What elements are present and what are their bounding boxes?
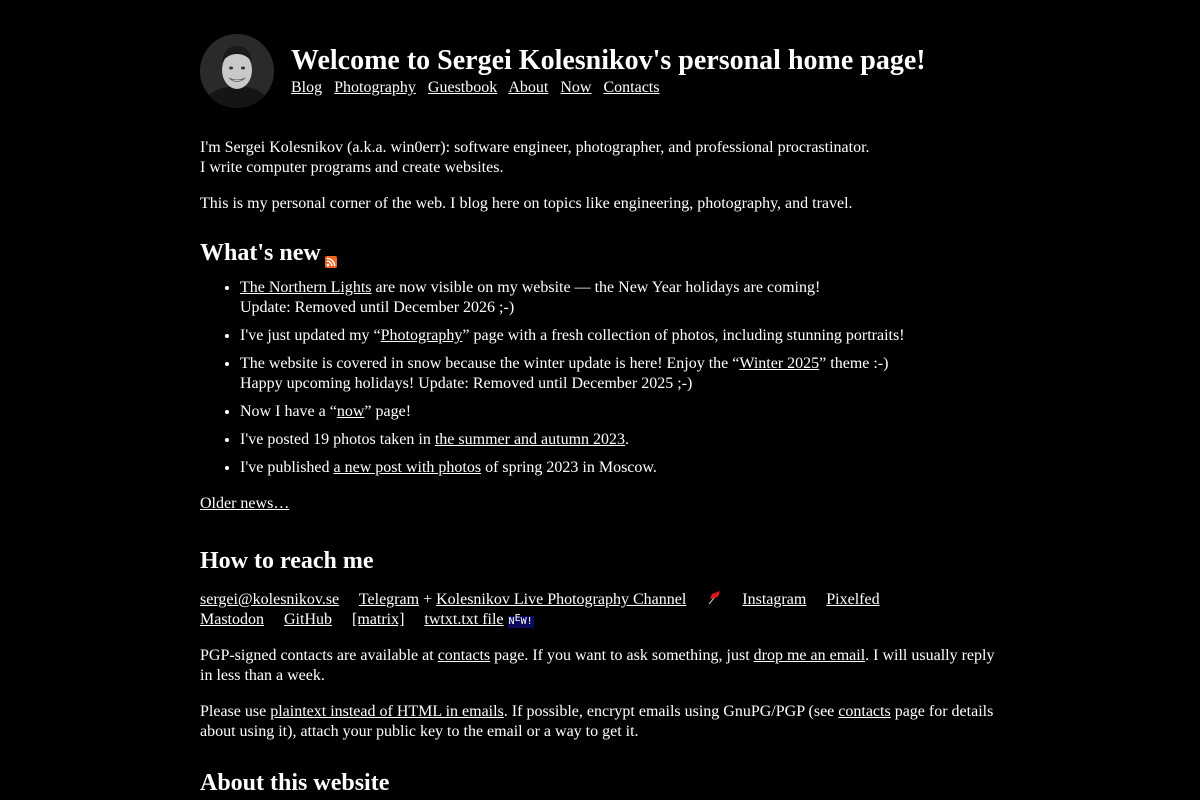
github-link[interactable]: GitHub (284, 611, 332, 628)
matrix-link[interactable]: [matrix] (352, 611, 405, 628)
intro-line-2: I write computer programs and create websites. (200, 159, 504, 176)
new-badge (508, 613, 534, 628)
nav-photography[interactable]: Photography (334, 79, 416, 96)
older-news-link[interactable]: Older news… (200, 495, 290, 512)
header (200, 34, 1000, 108)
paragraph-text: page. If you want to ask something, just (490, 647, 754, 664)
paragraph-text: . If possible, encrypt emails using GnuPG/PGP (see (503, 703, 839, 720)
news-text: of spring 2023 in Moscow. (481, 459, 657, 476)
nav-now[interactable]: Now (560, 79, 592, 96)
badge-letter: E (514, 613, 521, 624)
badge-letter: ! (526, 616, 533, 627)
list-item (240, 326, 1000, 346)
plaintext-link[interactable]: plaintext instead of HTML in emails (270, 703, 504, 720)
news-text: I've posted 19 photos taken in (240, 431, 435, 448)
news-text: I've published (240, 459, 334, 476)
news-text-update: Update: Removed until December 2026 ;-) (240, 299, 515, 316)
news-link-spring-2023[interactable]: a new post with photos (333, 459, 482, 476)
intro-paragraph (200, 138, 1000, 178)
list-item (240, 430, 1000, 450)
news-list (200, 278, 1000, 478)
intro-paragraph-2: This is my personal corner of the web. I blog here on topics like engineering, photography, and travel. (200, 195, 853, 212)
main-content (200, 138, 1000, 798)
contacts-link-2[interactable]: contacts (838, 703, 891, 720)
news-link-now[interactable]: now (336, 403, 365, 420)
instagram-link[interactable]: Instagram (742, 591, 807, 608)
older-news (200, 494, 1000, 514)
page-title: Welcome to Sergei Kolesnikov's personal home page! (291, 45, 926, 76)
telegram-link[interactable]: Telegram (358, 591, 420, 608)
red-flag-icon (706, 591, 722, 605)
news-text: I've just updated my “ (240, 327, 381, 344)
paragraph-text: . I will usually reply in less than a week. (200, 647, 995, 684)
nav-guestbook[interactable]: Guestbook (427, 79, 498, 96)
twtxt-link[interactable]: twtxt.txt file (424, 611, 504, 628)
news-link-northern-lights[interactable]: The Northern Lights (240, 279, 372, 296)
news-link-summer-autumn-2023[interactable]: the summer and autumn 2023 (434, 431, 626, 448)
news-heading (200, 238, 1000, 268)
news-text: The website is covered in snow because the winter update is here! Enjoy the “ (240, 355, 740, 372)
list-item (240, 278, 1000, 318)
plaintext-paragraph (200, 702, 1000, 742)
drop-email-link[interactable]: drop me an email (753, 647, 866, 664)
list-item (240, 458, 1000, 478)
channel-link[interactable]: Kolesnikov Live Photography Channel (436, 591, 687, 608)
pgp-paragraph (200, 646, 1000, 686)
news-text: ” page! (364, 403, 412, 420)
rss-icon[interactable] (325, 246, 337, 258)
news-text: . (625, 431, 630, 448)
paragraph-text: Please use (200, 703, 271, 720)
news-text: are now visible on my website — the New Year holidays are coming! (371, 279, 821, 296)
contact-links (200, 590, 1000, 630)
badge-letter: W (520, 616, 527, 627)
news-text: Now I have a “ (240, 403, 337, 420)
news-text-update: Happy upcoming holidays! Update: Removed until December 2025 ;-) (240, 375, 693, 392)
news-heading-text: What's new (200, 240, 321, 266)
contact-row-2 (200, 610, 1000, 630)
contacts-link[interactable]: contacts (437, 647, 491, 664)
news-link-winter-2025[interactable]: Winter 2025 (739, 355, 820, 372)
avatar (200, 34, 274, 108)
badge-letter: N (508, 616, 515, 627)
nav-blog[interactable]: Blog (291, 79, 323, 96)
list-item (240, 402, 1000, 422)
main-nav (291, 78, 667, 98)
news-text: ” page with a fresh collection of photos, including stunning portraits! (462, 327, 905, 344)
intro-line-1: I'm Sergei Kolesnikov (a.k.a. win0err): software engineer, photographer, and professional procrastinator. (200, 139, 870, 156)
contact-row-1 (200, 590, 1000, 610)
paragraph-text: PGP-signed contacts are available at (200, 647, 438, 664)
list-item (240, 354, 1000, 394)
mastodon-link[interactable]: Mastodon (200, 611, 264, 628)
plus-separator: + (419, 591, 437, 608)
paragraph-text: page for details about using it), attach your public key to the email or a way to get it. (200, 703, 994, 740)
about-heading: About this website (200, 770, 390, 796)
news-text: ” theme :-) (819, 355, 889, 372)
nav-contacts[interactable]: Contacts (603, 79, 660, 96)
pixelfed-link[interactable]: Pixelfed (826, 591, 880, 608)
reach-heading: How to reach me (200, 548, 374, 574)
news-link-photography[interactable]: Photography (380, 327, 463, 344)
email-link[interactable]: sergei@kolesnikov.se (200, 591, 340, 608)
nav-about[interactable]: About (508, 79, 549, 96)
